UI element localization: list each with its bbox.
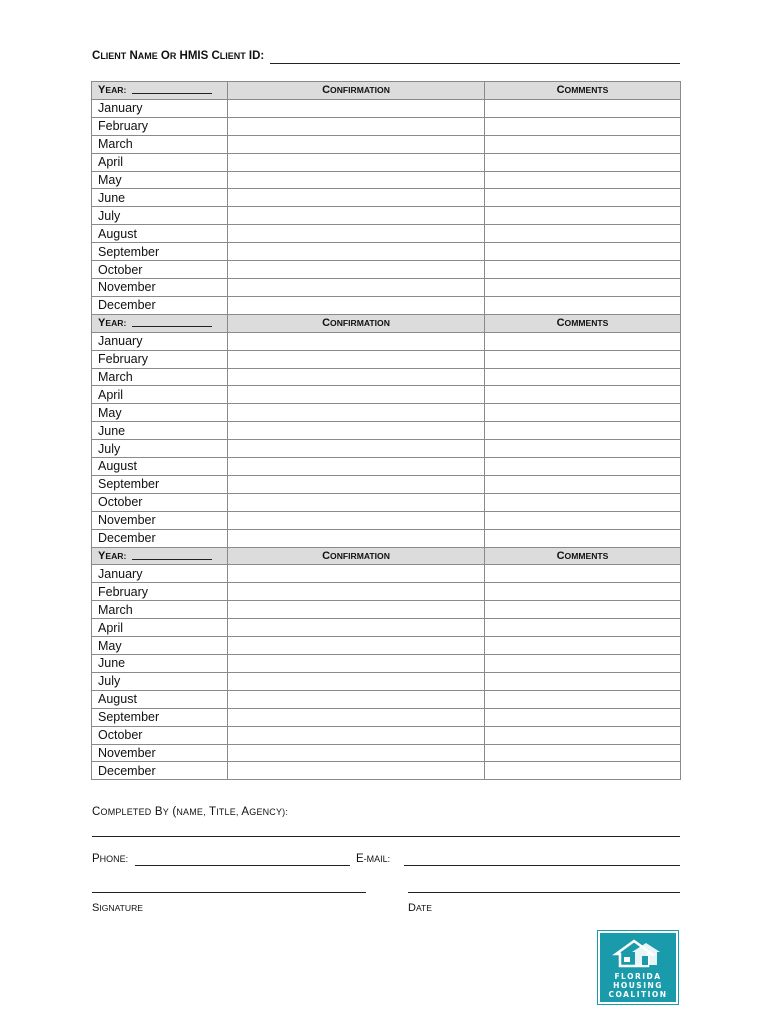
confirmation-cell[interactable] [228,225,485,243]
confirmation-cell[interactable] [228,583,485,601]
month-label: August [92,458,228,476]
month-label: December [92,762,228,780]
comments-header: COMMENTS [485,314,681,332]
month-row [92,171,681,189]
comments-cell[interactable] [485,744,681,762]
month-row [92,261,681,279]
year-label: YEAR: [98,317,127,330]
completed-by-label: COMPLETED BY (NAME, TITLE, AGENCY): [92,806,289,818]
comments-cell[interactable] [485,135,681,153]
year-header-row [92,547,681,565]
confirmation-cell[interactable] [228,440,485,458]
month-label: November [92,744,228,762]
month-label: May [92,637,228,655]
comments-cell[interactable] [485,368,681,386]
confirmation-header: CONFIRMATION [228,547,485,565]
month-row [92,404,681,422]
confirmation-cell[interactable] [228,422,485,440]
month-label: July [92,207,228,225]
comments-cell[interactable] [485,225,681,243]
comments-header: COMMENTS [485,82,681,100]
confirmation-cell[interactable] [228,189,485,207]
comments-cell[interactable] [485,243,681,261]
comments-cell[interactable] [485,386,681,404]
month-label: August [92,225,228,243]
confirmation-cell[interactable] [228,726,485,744]
year-cell [92,547,228,565]
comments-cell[interactable] [485,117,681,135]
confirmation-cell[interactable] [228,135,485,153]
month-row [92,153,681,171]
month-label: June [92,422,228,440]
month-label: June [92,655,228,673]
completed-by-field[interactable] [92,836,680,837]
confirmation-cell[interactable] [228,278,485,296]
confirmation-cell[interactable] [228,493,485,511]
confirmation-cell[interactable] [228,207,485,225]
confirmation-cell[interactable] [228,458,485,476]
month-row [92,475,681,493]
month-label: January [92,332,228,350]
month-row [92,386,681,404]
confirmation-cell[interactable] [228,744,485,762]
comments-cell[interactable] [485,493,681,511]
comments-cell[interactable] [485,475,681,493]
month-label: February [92,350,228,368]
month-row [92,762,681,780]
comments-cell[interactable] [485,726,681,744]
comments-cell[interactable] [485,296,681,314]
comments-cell[interactable] [485,619,681,637]
confirmation-header: CONFIRMATION [228,82,485,100]
month-row [92,99,681,117]
confirmation-cell[interactable] [228,99,485,117]
date-field[interactable] [408,892,680,893]
year-header-row [92,82,681,100]
month-row [92,243,681,261]
month-row [92,332,681,350]
comments-cell[interactable] [485,637,681,655]
month-row [92,296,681,314]
comments-cell[interactable] [485,672,681,690]
logo-wordmark [600,972,676,999]
logo-line: COALITION [608,990,668,999]
month-label: May [92,171,228,189]
month-label: November [92,511,228,529]
month-label: February [92,583,228,601]
comments-cell[interactable] [485,655,681,673]
confirmation-cell[interactable] [228,243,485,261]
month-label: September [92,243,228,261]
logo-line: HOUSING [613,981,663,990]
month-label: September [92,708,228,726]
comments-cell[interactable] [485,278,681,296]
year-field[interactable] [132,315,212,327]
confirmation-cell[interactable] [228,261,485,279]
month-row [92,493,681,511]
comments-cell[interactable] [485,708,681,726]
comments-cell[interactable] [485,458,681,476]
month-label: May [92,404,228,422]
month-row [92,708,681,726]
month-label: March [92,601,228,619]
email-label: E-MAIL: [356,853,391,865]
month-label: July [92,440,228,458]
month-row [92,368,681,386]
confirmation-cell[interactable] [228,690,485,708]
month-label: October [92,493,228,511]
month-row [92,207,681,225]
email-field[interactable] [404,865,680,866]
month-label: October [92,261,228,279]
month-row [92,690,681,708]
comments-cell[interactable] [485,189,681,207]
year-cell [92,314,228,332]
month-label: April [92,153,228,171]
comments-cell[interactable] [485,350,681,368]
year-label: YEAR: [98,84,127,97]
month-row [92,440,681,458]
month-label: September [92,475,228,493]
confirmation-cell[interactable] [228,386,485,404]
comments-cell[interactable] [485,583,681,601]
florida-housing-coalition-logo [598,931,678,1004]
month-row [92,117,681,135]
logo-line: FLORIDA [614,972,662,981]
year-field[interactable] [132,548,212,560]
month-row [92,189,681,207]
monthly-log-table [91,81,681,780]
year-cell [92,82,228,100]
confirmation-cell[interactable] [228,511,485,529]
comments-cell[interactable] [485,440,681,458]
confirmation-cell[interactable] [228,637,485,655]
confirmation-cell[interactable] [228,117,485,135]
comments-cell[interactable] [485,261,681,279]
month-row [92,511,681,529]
month-row [92,583,681,601]
month-label: December [92,296,228,314]
month-row [92,726,681,744]
month-row [92,529,681,547]
month-row [92,350,681,368]
comments-cell[interactable] [485,511,681,529]
confirmation-cell[interactable] [228,171,485,189]
comments-cell[interactable] [485,601,681,619]
year-header-row [92,314,681,332]
month-label: November [92,278,228,296]
month-row [92,565,681,583]
month-label: December [92,529,228,547]
month-row [92,458,681,476]
comments-cell[interactable] [485,332,681,350]
month-row [92,601,681,619]
confirmation-cell[interactable] [228,762,485,780]
confirmation-cell[interactable] [228,672,485,690]
month-label: April [92,619,228,637]
confirmation-cell[interactable] [228,475,485,493]
comments-cell[interactable] [485,565,681,583]
comments-cell[interactable] [485,171,681,189]
comments-cell[interactable] [485,762,681,780]
house-icon [612,938,664,968]
month-row [92,225,681,243]
month-label: October [92,726,228,744]
confirmation-cell[interactable] [228,619,485,637]
comments-cell[interactable] [485,99,681,117]
contact-row [92,853,680,869]
month-row [92,744,681,762]
comments-cell[interactable] [485,690,681,708]
month-label: March [92,368,228,386]
date-label: DATE [408,902,432,914]
month-row [92,672,681,690]
month-label: March [92,135,228,153]
phone-field[interactable] [135,865,350,866]
phone-label: PHONE: [92,853,129,865]
signature-label: SIGNATURE [92,902,144,914]
confirmation-cell[interactable] [228,601,485,619]
client-id-label: CLIENT NAME OR HMIS CLIENT ID: [92,50,265,62]
month-row [92,422,681,440]
confirmation-cell[interactable] [228,368,485,386]
comments-cell[interactable] [485,153,681,171]
month-label: April [92,386,228,404]
confirmation-cell[interactable] [228,350,485,368]
month-label: February [92,117,228,135]
year-label: YEAR: [98,550,127,563]
confirmation-header: CONFIRMATION [228,314,485,332]
month-label: July [92,672,228,690]
confirmation-cell[interactable] [228,296,485,314]
month-label: January [92,565,228,583]
month-row [92,619,681,637]
signature-field[interactable] [92,892,366,893]
month-row [92,637,681,655]
confirmation-cell[interactable] [228,565,485,583]
comments-cell[interactable] [485,404,681,422]
month-label: August [92,690,228,708]
confirmation-cell[interactable] [228,332,485,350]
year-field[interactable] [132,82,212,94]
month-row [92,278,681,296]
month-row [92,655,681,673]
confirmation-cell[interactable] [228,529,485,547]
confirmation-cell[interactable] [228,404,485,422]
client-id-line [92,50,680,66]
comments-header: COMMENTS [485,547,681,565]
comments-cell[interactable] [485,207,681,225]
month-row [92,135,681,153]
month-label: June [92,189,228,207]
confirmation-cell[interactable] [228,655,485,673]
comments-cell[interactable] [485,422,681,440]
comments-cell[interactable] [485,529,681,547]
confirmation-cell[interactable] [228,708,485,726]
month-label: January [92,99,228,117]
confirmation-cell[interactable] [228,153,485,171]
client-id-field[interactable] [270,63,680,64]
